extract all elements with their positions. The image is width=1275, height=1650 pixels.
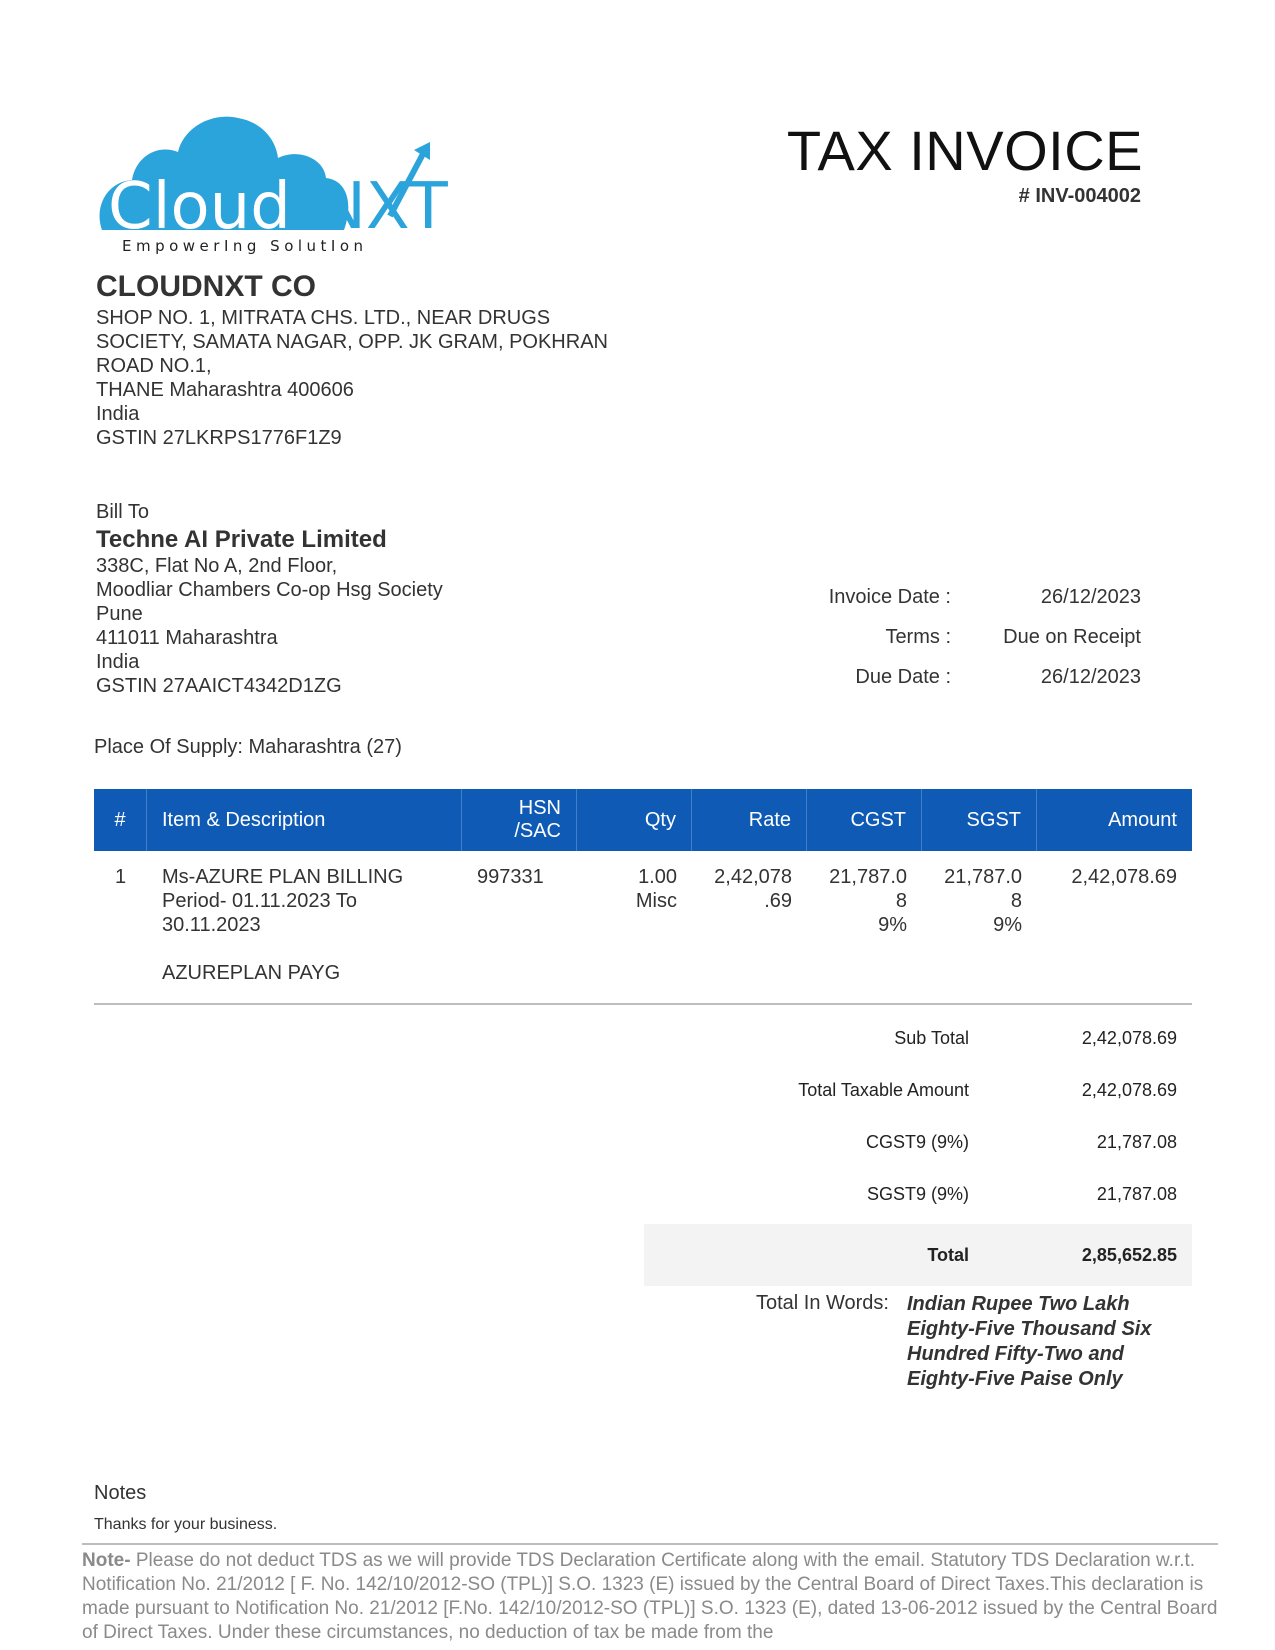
- seller-address-line: THANE Maharashtra 400606: [96, 379, 354, 401]
- company-logo: [92, 112, 472, 262]
- words-line: Indian Rupee Two Lakh: [907, 1293, 1130, 1315]
- grand-total-row: [644, 1224, 1192, 1286]
- cell-num: 1: [114, 866, 127, 888]
- total-value: 2,42,078.69: [1081, 1027, 1177, 1048]
- bill-to-address-line: Pune: [96, 603, 143, 625]
- header-qty: Qty: [577, 789, 692, 851]
- bill-to-address-line: India: [96, 651, 140, 673]
- total-row-taxable: [644, 1064, 1192, 1116]
- total-value: 2,42,078.69: [1081, 1079, 1177, 1100]
- bill-to-address-line: Moodliar Chambers Co-op Hsg Society: [96, 579, 443, 601]
- table-header: [94, 789, 1192, 851]
- total-label: Sub Total: [894, 1027, 969, 1048]
- words-line: Hundred Fifty-Two and: [907, 1343, 1125, 1365]
- words-line: Eighty-Five Paise Only: [907, 1368, 1123, 1390]
- seller-address-line: India: [96, 403, 140, 425]
- item-line: 30.11.2023: [162, 914, 261, 936]
- total-in-words-label: Total In Words:: [755, 1292, 889, 1314]
- grand-total-value: 2,85,652.85: [1081, 1244, 1177, 1265]
- qty-unit: Misc: [635, 890, 677, 912]
- total-value: 21,787.08: [1096, 1183, 1177, 1204]
- logo-text-cloud: Cloud: [108, 170, 291, 244]
- cell-sgst: [922, 865, 1037, 985]
- total-in-words: [644, 1292, 1192, 1392]
- item-line: Period- 01.11.2023 To: [162, 890, 357, 912]
- total-row-subtotal: [644, 1012, 1192, 1064]
- totals-block: [644, 1012, 1192, 1286]
- cell-hsn: 997331: [477, 866, 544, 888]
- bill-to-name: Techne AI Private Limited: [96, 526, 387, 553]
- cell-rate: [692, 865, 807, 985]
- total-label: Total Taxable Amount: [798, 1079, 969, 1100]
- logo-tagline: EmpowerIng SolutIon: [122, 237, 368, 255]
- invoice-meta: [761, 586, 1141, 706]
- rate-line: .69: [764, 890, 792, 912]
- cgst-line: 8: [895, 890, 907, 912]
- meta-label: Invoice Date :: [828, 586, 951, 608]
- seller-block: [96, 270, 608, 450]
- qty-value: 1.00: [638, 866, 677, 888]
- disclaimer-prefix: Note-: [82, 1550, 131, 1571]
- cell-item: [147, 865, 462, 985]
- sgst-percent: 9%: [993, 914, 1022, 936]
- place-of-supply: Place Of Supply: Maharashtra (27): [94, 736, 402, 758]
- invoice-number: # INV-004002: [1018, 185, 1141, 207]
- sgst-line: 21,787.0: [944, 866, 1022, 888]
- cgst-percent: 9%: [878, 914, 907, 936]
- table-row: [94, 851, 1192, 1005]
- cell-qty: [577, 865, 692, 985]
- sgst-line: 8: [1010, 890, 1022, 912]
- seller-gstin: GSTIN 27LKRPS1776F1Z9: [96, 427, 342, 449]
- seller-name: CLOUDNXT CO: [96, 270, 316, 303]
- meta-row-due-date: [761, 666, 1141, 706]
- seller-address-line: SHOP NO. 1, MITRATA CHS. LTD., NEAR DRUGS: [96, 307, 551, 329]
- meta-value: 26/12/2023: [1040, 586, 1141, 608]
- header-hsn: [462, 789, 577, 851]
- notes-label: Notes: [94, 1482, 147, 1504]
- grand-total-label: Total: [927, 1244, 969, 1265]
- meta-value: Due on Receipt: [1003, 626, 1141, 648]
- total-row-cgst: [644, 1116, 1192, 1168]
- total-label: SGST9 (9%): [866, 1183, 969, 1204]
- bill-to-block: [96, 500, 443, 698]
- items-table: [94, 789, 1192, 1005]
- bill-to-address-line: 411011 Maharashtra: [96, 627, 278, 649]
- notes-text: Thanks for your business.: [94, 1516, 278, 1533]
- document-title: TAX INVOICE: [786, 119, 1143, 182]
- header-num: #: [94, 789, 147, 851]
- header-cgst: CGST: [807, 789, 922, 851]
- seller-address-line: ROAD NO.1,: [96, 355, 212, 377]
- header-rate: Rate: [692, 789, 807, 851]
- bill-to-address-line: 338C, Flat No A, 2nd Floor,: [96, 555, 338, 577]
- cell-cgst: [807, 865, 922, 985]
- total-label: CGST9 (9%): [865, 1131, 969, 1152]
- bill-to-gstin: GSTIN 27AAICT4342D1ZG: [96, 675, 342, 697]
- item-extra: AZUREPLAN PAYG: [162, 962, 341, 984]
- meta-row-invoice-date: [761, 586, 1141, 626]
- meta-label: Terms :: [885, 626, 951, 648]
- header-item: Item & Description: [147, 789, 462, 851]
- meta-value: 26/12/2023: [1040, 666, 1141, 688]
- item-line: Ms-AZURE PLAN BILLING: [162, 866, 404, 888]
- cell-amount: 2,42,078.69: [1071, 866, 1177, 888]
- seller-address-line: SOCIETY, SAMATA NAGAR, OPP. JK GRAM, POKHRAN: [96, 331, 608, 353]
- total-row-sgst: [644, 1168, 1192, 1220]
- total-value: 21,787.08: [1096, 1131, 1177, 1152]
- header-sgst: SGST: [922, 789, 1037, 851]
- words-line: Eighty-Five Thousand Six: [907, 1318, 1152, 1340]
- meta-label: Due Date :: [855, 666, 951, 688]
- cgst-line: 21,787.0: [829, 866, 907, 888]
- header-amount: Amount: [1108, 808, 1177, 831]
- tds-disclaimer: [82, 1543, 1218, 1645]
- total-in-words-value: [907, 1292, 1192, 1392]
- logo-text-nxt: NXT: [318, 170, 448, 244]
- meta-row-terms: [761, 626, 1141, 666]
- header-hsn-line: /SAC: [514, 820, 561, 842]
- bill-to-label: Bill To: [96, 501, 149, 523]
- rate-line: 2,42,078: [714, 866, 792, 888]
- header-hsn-line: HSN: [518, 797, 561, 819]
- disclaimer-text: Please do not deduct TDS as we will provide TDS Declaration Certificate along with the email. Statutory TDS Declaration w.r.t. Notification No. 21/2012 [ F. No. 142/10/2012-SO (TPL)] S.O. 1323 (E) issued by the Central Board of Direct Taxes.This declaration is made pursuant to Notification No. 21/2012 [F.No. 142/10/2012-SO (TPL)] S.O. 1323 (E), dated 13-06-2012 issued by the Central Board of Direct Taxes. Under these circumstances, no deduction of tax be made from the: [82, 1550, 1218, 1643]
